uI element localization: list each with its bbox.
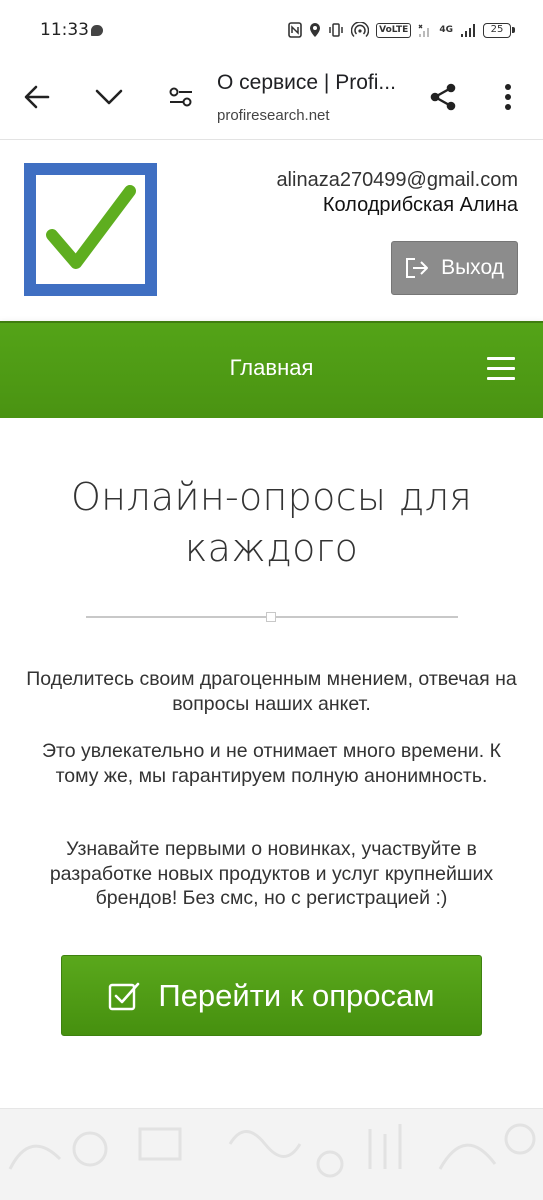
chevron-down-icon — [95, 89, 123, 105]
page-title[interactable]: О сервисе | Profi... — [217, 71, 396, 94]
url-text[interactable]: profiresearch.net — [217, 107, 330, 124]
user-name: Колодрибская Алина — [322, 194, 518, 216]
more-vert-icon — [504, 83, 512, 111]
site-header — [0, 141, 543, 321]
vibrate-icon — [328, 22, 344, 38]
checkbox-icon — [108, 980, 140, 1012]
hero-title: Онлайн-опросы для каждого — [70, 475, 473, 570]
back-arrow-icon — [24, 85, 50, 109]
hamburger-icon[interactable] — [487, 357, 515, 381]
logout-button[interactable] — [391, 241, 518, 295]
go-to-surveys-label: Перейти к опросам — [158, 977, 435, 1013]
status-time: 11:33 — [40, 20, 89, 40]
intro-paragraph-1: Поделитесь своим драгоценным мнением, отвечая на вопросы наших анкет. — [26, 668, 517, 715]
nfc-icon — [288, 22, 302, 38]
share-button[interactable] — [420, 74, 466, 120]
nav-item-home[interactable]: Главная — [229, 355, 314, 380]
signal-2-icon — [460, 22, 476, 38]
tab-switch-button[interactable] — [86, 74, 132, 120]
more-options-button[interactable] — [485, 74, 531, 120]
user-email: alinaza270499@gmail.com — [276, 169, 518, 191]
signal-1-icon — [418, 22, 432, 38]
checkmark-logo[interactable] — [24, 163, 157, 296]
logout-icon — [405, 257, 431, 279]
tune-icon — [168, 86, 194, 108]
main-content — [0, 418, 543, 1108]
status-bar — [0, 0, 543, 60]
hotspot-icon — [351, 22, 369, 38]
divider-ornament — [266, 612, 276, 622]
battery-icon: 25 — [483, 23, 511, 38]
footer-pattern-graphic — [0, 1109, 543, 1200]
logout-label: Выход — [441, 256, 504, 279]
network-type: 4G — [439, 25, 453, 35]
browser-toolbar — [0, 60, 543, 140]
status-icons — [288, 19, 511, 41]
intro-paragraph-3: Узнавайте первыми о новинках, участвуйте в разработке новых продуктов и услуг крупнейших брендов! Без смс, но с регистрацией :) — [49, 838, 494, 909]
volte-badge: VoLTE — [376, 23, 411, 38]
intro-paragraph-2: Это увлекательно и не отнимает много времени. К тому же, мы гарантируем полную анонимность. — [41, 740, 501, 787]
share-icon — [428, 82, 458, 112]
footer-pattern — [0, 1108, 543, 1200]
chat-notification-icon — [91, 25, 103, 36]
back-button[interactable] — [14, 74, 60, 120]
go-to-surveys-button[interactable] — [61, 955, 482, 1036]
location-icon — [309, 22, 321, 38]
site-settings-button[interactable] — [158, 74, 204, 120]
main-nav — [0, 321, 543, 418]
